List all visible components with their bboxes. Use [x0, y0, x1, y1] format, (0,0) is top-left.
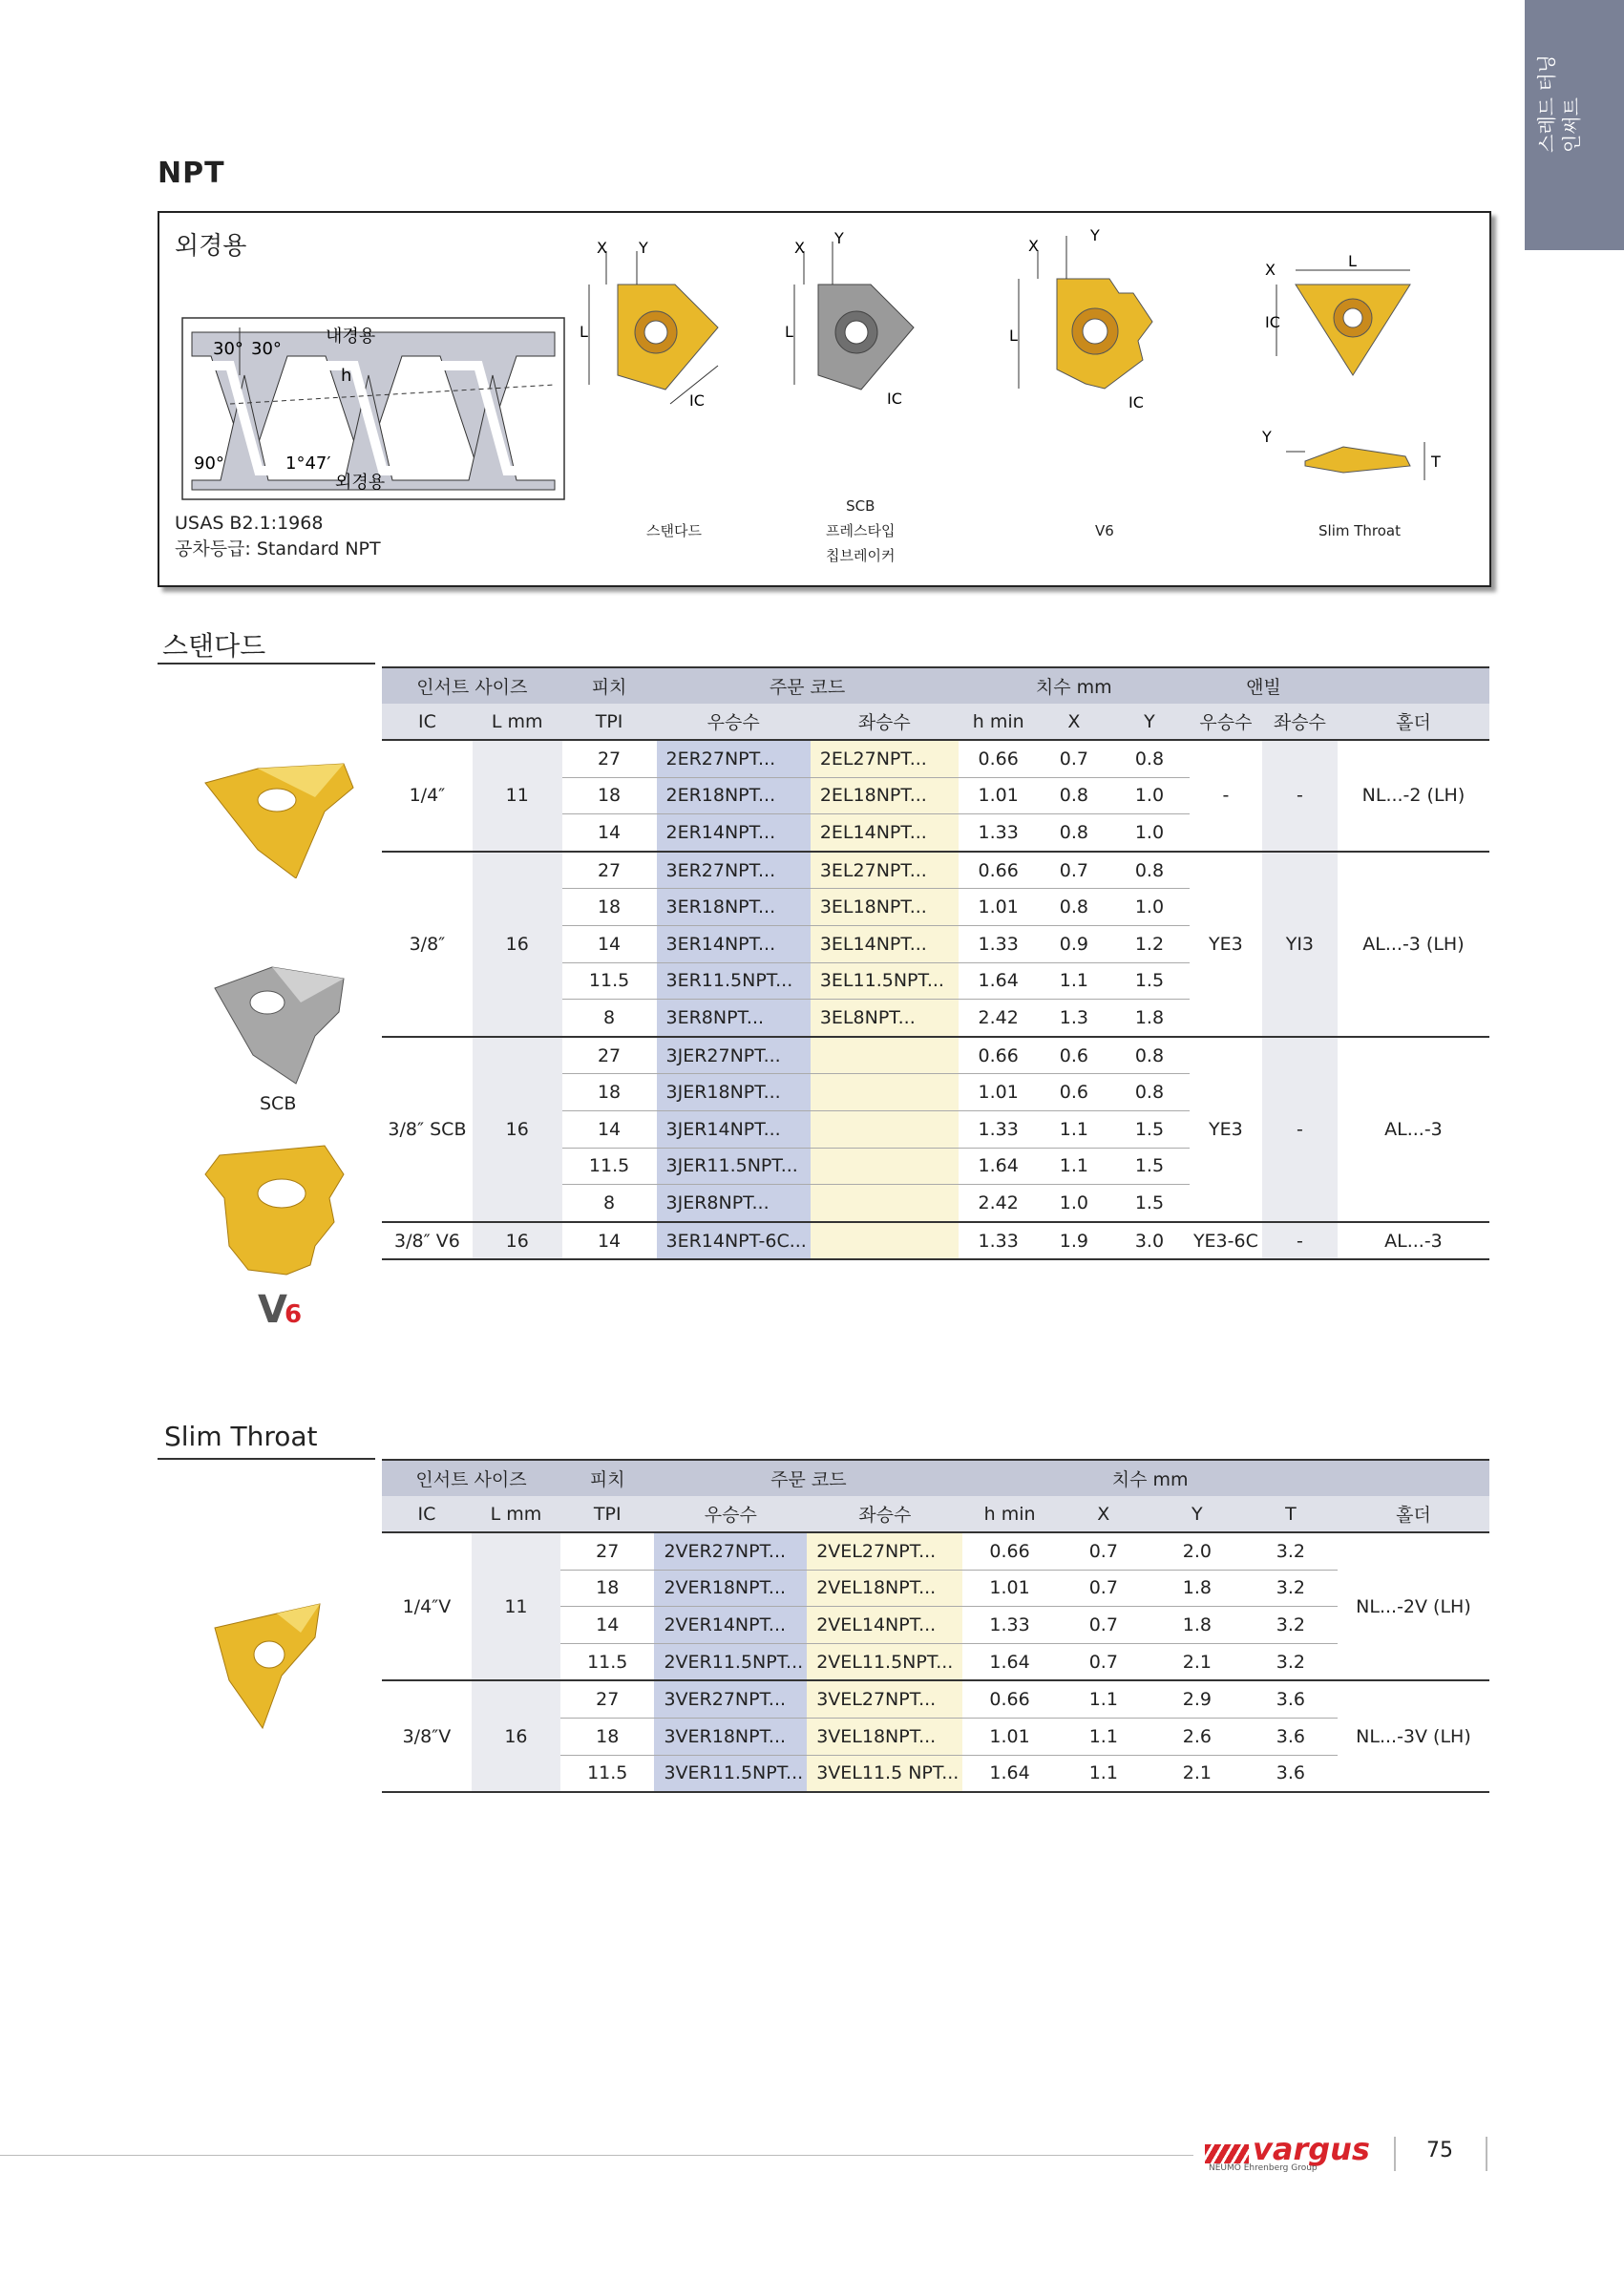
slim-h-t: T [1244, 1496, 1338, 1532]
angle-left-label: 30° [213, 339, 243, 359]
x-label-3: X [1028, 237, 1039, 255]
y-cell: 1.8 [1150, 1570, 1244, 1607]
table-row [382, 1532, 1489, 1570]
slim-h-lh: 좌승수 [807, 1496, 962, 1532]
anvil-rh-cell: YE3 [1190, 852, 1262, 1037]
h-cell: 2.42 [959, 1185, 1039, 1222]
std-h-x: X [1039, 704, 1109, 740]
x-cell: 0.7 [1057, 1643, 1150, 1680]
y-label-2: Y [834, 232, 844, 247]
internal-label: 내경용 [326, 327, 376, 347]
angle-right-label: 30° [251, 339, 282, 359]
holder-cell: NL...-3V (LH) [1338, 1680, 1489, 1792]
x-label-1: X [597, 242, 607, 257]
ic-cell: 3/8″ V6 [382, 1222, 473, 1260]
logo-subtext: NEUMO Ehrenberg Group [1209, 2163, 1318, 2173]
std-h-lh: 좌승수 [811, 704, 959, 740]
anvil-rh-cell: YE3 [1190, 1037, 1262, 1222]
x-cell: 1.0 [1039, 1185, 1109, 1222]
slim-h-y: Y [1150, 1496, 1244, 1532]
lh-code-cell [811, 1185, 959, 1222]
h-cell: 0.66 [959, 1037, 1039, 1074]
l-cell: 16 [473, 1222, 562, 1260]
scb-insert-diagram [780, 232, 952, 423]
logo-stripes-icon [1205, 2144, 1249, 2163]
t-cell: 3.2 [1244, 1643, 1338, 1680]
lh-code-cell: 2EL18NPT... [811, 777, 959, 814]
x-cell: 1.1 [1039, 1110, 1109, 1148]
lh-code-cell [811, 1074, 959, 1111]
h-cell: 1.33 [962, 1607, 1056, 1644]
v6-insert-diagram [1000, 226, 1191, 427]
slim-h-h: h min [962, 1496, 1056, 1532]
anvil-lh-cell: YI3 [1262, 852, 1338, 1037]
rh-code-cell: 2VER27NPT... [654, 1532, 807, 1570]
h-cell: 0.66 [959, 740, 1039, 777]
footer-rule [0, 2155, 1193, 2156]
std-h-anvil-lh: 좌승수 [1262, 704, 1338, 740]
rh-code-cell: 3JER14NPT... [657, 1110, 811, 1148]
rh-code-cell: 3ER14NPT... [657, 925, 811, 962]
standard-section-title: 스탠다드 [162, 630, 266, 662]
slim-h-dims: 치수 mm [962, 1460, 1338, 1496]
tpi-cell: 18 [562, 1074, 657, 1111]
t-cell: 3.2 [1244, 1570, 1338, 1607]
y-cell: 2.1 [1150, 1643, 1244, 1680]
l-label-3: L [1009, 327, 1018, 345]
tpi-cell: 14 [560, 1607, 654, 1644]
tpi-cell: 18 [562, 889, 657, 926]
standard-insert-diagram [580, 242, 751, 423]
lh-code-cell: 2VEL14NPT... [807, 1607, 962, 1644]
ic-cell: 3/8″ [382, 852, 473, 1037]
table-row [382, 1222, 1489, 1260]
ic-cell: 1/4″ [382, 740, 473, 852]
y-label-3: Y [1090, 226, 1100, 244]
tpi-cell: 27 [562, 1037, 657, 1074]
lh-code-cell [811, 1222, 959, 1260]
x-cell: 1.3 [1039, 1000, 1109, 1037]
ic-label-3: IC [1128, 393, 1144, 411]
holder-cell: AL...-3 (LH) [1338, 852, 1489, 1037]
h-label: h [341, 366, 352, 386]
footer-divider-2 [1486, 2137, 1487, 2171]
slim-h-ic: IC [382, 1496, 472, 1532]
y-cell: 1.5 [1109, 1148, 1190, 1185]
x-cell: 1.1 [1057, 1718, 1150, 1755]
rh-code-cell: 2ER14NPT... [657, 814, 811, 852]
lh-code-cell: 3EL18NPT... [811, 889, 959, 926]
std-h-tpi: TPI [562, 704, 657, 740]
std-h-anvil-rh: 우승수 [1190, 704, 1262, 740]
slim-section-title: Slim Throat [164, 1421, 318, 1452]
y-cell: 1.8 [1109, 1000, 1190, 1037]
l-label-2: L [785, 323, 793, 341]
t-cell: 3.2 [1244, 1532, 1338, 1570]
diagram-box [158, 211, 1491, 587]
tpi-cell: 14 [562, 1110, 657, 1148]
slim-title-rule [158, 1458, 375, 1460]
standard-title-rule [158, 663, 375, 664]
rh-code-cell: 3JER18NPT... [657, 1074, 811, 1111]
h-cell: 1.33 [959, 1110, 1039, 1148]
h-cell: 1.01 [959, 1074, 1039, 1111]
anvil-rh-cell: YE3-6C [1190, 1222, 1262, 1260]
std-h-holder: 홀더 [1338, 704, 1489, 740]
h-cell: 1.64 [962, 1643, 1056, 1680]
anvil-lh-cell: - [1262, 1222, 1338, 1260]
h-cell: 1.64 [959, 962, 1039, 1000]
x-cell: 0.7 [1039, 852, 1109, 889]
y-cell: 1.5 [1109, 1110, 1190, 1148]
x-cell: 0.7 [1057, 1570, 1150, 1607]
caption-scb-line1: SCB [846, 497, 875, 515]
h-cell: 0.66 [962, 1532, 1056, 1570]
lh-code-cell [811, 1110, 959, 1148]
y-cell: 1.5 [1109, 962, 1190, 1000]
page-number: 75 [1426, 2139, 1453, 2162]
holder-cell: NL...-2 (LH) [1338, 740, 1489, 852]
x-cell: 1.1 [1057, 1755, 1150, 1792]
table-row [382, 740, 1489, 777]
h-cell: 1.64 [959, 1148, 1039, 1185]
lh-code-cell: 2VEL27NPT... [807, 1532, 962, 1570]
table-row [382, 1680, 1489, 1718]
box-title: 외경용 [175, 232, 247, 261]
y-cell: 0.8 [1109, 1037, 1190, 1074]
h-cell: 1.33 [959, 925, 1039, 962]
lh-code-cell: 2EL27NPT... [811, 740, 959, 777]
lh-code-cell [811, 1148, 959, 1185]
lh-code-cell: 3EL27NPT... [811, 852, 959, 889]
t-cell: 3.6 [1244, 1718, 1338, 1755]
x-cell: 0.7 [1057, 1607, 1150, 1644]
lh-code-cell [811, 1037, 959, 1074]
vargus-logo [1205, 2131, 1370, 2173]
t-cell: 3.6 [1244, 1755, 1338, 1792]
h-cell: 2.42 [959, 1000, 1039, 1037]
slim-h-x: X [1057, 1496, 1150, 1532]
tpi-cell: 11.5 [560, 1755, 654, 1792]
y-cell: 2.1 [1150, 1755, 1244, 1792]
rh-code-cell: 3ER18NPT... [657, 889, 811, 926]
x-cell: 1.9 [1039, 1222, 1109, 1260]
y-cell: 1.2 [1109, 925, 1190, 962]
external-label: 외경용 [335, 473, 386, 493]
h-cell: 1.33 [959, 814, 1039, 852]
x-cell: 0.9 [1039, 925, 1109, 962]
x-cell: 1.1 [1039, 1148, 1109, 1185]
std-h-y: Y [1109, 704, 1190, 740]
footer-divider-1 [1394, 2137, 1396, 2171]
v6-logo-6: 6 [285, 1300, 303, 1329]
l-cell: 11 [472, 1532, 560, 1680]
std-h-h: h min [959, 704, 1039, 740]
x-cell: 0.7 [1039, 740, 1109, 777]
rh-code-cell: 3JER27NPT... [657, 1037, 811, 1074]
x-cell: 0.8 [1039, 814, 1109, 852]
y-label-1: Y [639, 242, 648, 257]
side-tab-line1: 스레드 터닝 [1535, 54, 1558, 153]
tpi-cell: 8 [562, 1000, 657, 1037]
caption-v6: V6 [1095, 522, 1114, 539]
h-cell: 1.33 [959, 1222, 1039, 1260]
x-cell: 1.1 [1039, 962, 1109, 1000]
tpi-cell: 14 [562, 814, 657, 852]
rh-code-cell: 3VER27NPT... [654, 1680, 807, 1718]
standard-spec: USAS B2.1:1968 [175, 513, 324, 534]
side-tab-text [1534, 0, 1611, 153]
tpi-cell: 14 [562, 1222, 657, 1260]
x-cell: 0.8 [1039, 777, 1109, 814]
h-cell: 1.01 [962, 1718, 1056, 1755]
v6-insert-image [200, 1141, 353, 1332]
tpi-cell: 18 [560, 1570, 654, 1607]
l-label-1: L [580, 323, 588, 341]
rh-code-cell: 2ER27NPT... [657, 740, 811, 777]
tpi-cell: 14 [562, 925, 657, 962]
ic-label-2: IC [887, 390, 902, 408]
l-cell: 16 [473, 1037, 562, 1222]
tpi-cell: 27 [562, 740, 657, 777]
lh-code-cell: 3VEL18NPT... [807, 1718, 962, 1755]
l-cell: 16 [473, 852, 562, 1037]
tpi-cell: 11.5 [562, 1148, 657, 1185]
h-cell: 1.64 [962, 1755, 1056, 1792]
thread-profile-diagram [173, 299, 574, 509]
side-tab [1525, 0, 1624, 250]
right-angle-label: 90° [194, 453, 224, 474]
slim-h-order-code: 주문 코드 [654, 1460, 962, 1496]
t-label-4: T [1431, 453, 1441, 471]
y-cell: 0.8 [1109, 1074, 1190, 1111]
lh-code-cell: 3EL11.5NPT... [811, 962, 959, 1000]
std-h-ic: IC [382, 704, 473, 740]
l-cell: 11 [473, 740, 562, 852]
table-row [382, 852, 1489, 889]
rh-code-cell: 2ER18NPT... [657, 777, 811, 814]
std-h-pitch: 피치 [562, 667, 657, 704]
slim-insert-diagram [1248, 251, 1458, 518]
ic-cell: 3/8″ SCB [382, 1037, 473, 1222]
lh-code-cell: 3EL14NPT... [811, 925, 959, 962]
taper-label: 1°47′ [285, 453, 331, 474]
side-tab-line2: 인써트 [1560, 97, 1583, 153]
caption-scb [826, 494, 895, 568]
holder-cell: NL...-2V (LH) [1338, 1532, 1489, 1680]
tpi-cell: 27 [560, 1680, 654, 1718]
rh-code-cell: 3ER14NPT-6C... [657, 1222, 811, 1260]
page-heading: NPT [158, 157, 225, 190]
standard-text [175, 511, 381, 562]
lh-code-cell: 3VEL27NPT... [807, 1680, 962, 1718]
rh-code-cell: 3VER11.5NPT... [654, 1755, 807, 1792]
rh-code-cell: 2VER11.5NPT... [654, 1643, 807, 1680]
y-label-4: Y [1262, 428, 1272, 446]
std-h-order-code: 주문 코드 [657, 667, 959, 704]
x-cell: 0.8 [1039, 889, 1109, 926]
h-cell: 1.01 [962, 1570, 1056, 1607]
y-cell: 0.8 [1109, 740, 1190, 777]
slim-h-blank [1338, 1460, 1489, 1496]
tpi-cell: 11.5 [560, 1643, 654, 1680]
y-cell: 1.8 [1150, 1607, 1244, 1644]
l-label-4: L [1348, 252, 1357, 270]
standard-table [382, 666, 1489, 1260]
v6-logo-v: V [258, 1288, 287, 1332]
y-cell: 1.0 [1109, 814, 1190, 852]
lh-code-cell: 3VEL11.5 NPT... [807, 1755, 962, 1792]
x-cell: 0.6 [1039, 1074, 1109, 1111]
anvil-lh-cell: - [1262, 1037, 1338, 1222]
x-label-2: X [794, 239, 805, 257]
tpi-cell: 27 [562, 852, 657, 889]
rh-code-cell: 3ER27NPT... [657, 852, 811, 889]
slim-h-insert-size: 인서트 사이즈 [382, 1460, 560, 1496]
rh-code-cell: 3ER11.5NPT... [657, 962, 811, 1000]
slim-insert-image [210, 1599, 329, 1733]
caption-slim: Slim Throat [1318, 522, 1401, 539]
slim-h-l: L mm [472, 1496, 560, 1532]
ic-label-4: IC [1265, 313, 1280, 331]
slim-h-pitch: 피치 [560, 1460, 654, 1496]
rh-code-cell: 2VER18NPT... [654, 1570, 807, 1607]
std-h-insert-size: 인서트 사이즈 [382, 667, 562, 704]
x-cell: 0.6 [1039, 1037, 1109, 1074]
ic-label-1: IC [689, 391, 705, 410]
rh-code-cell: 3JER8NPT... [657, 1185, 811, 1222]
holder-cell: AL...-3 [1338, 1037, 1489, 1222]
slim-h-rh: 우승수 [654, 1496, 807, 1532]
caption-standard: 스탠다드 [646, 522, 702, 539]
rh-code-cell: 3VER18NPT... [654, 1718, 807, 1755]
y-cell: 1.0 [1109, 777, 1190, 814]
y-cell: 2.6 [1150, 1718, 1244, 1755]
h-cell: 0.66 [959, 852, 1039, 889]
std-h-blank [1338, 667, 1489, 704]
y-cell: 1.5 [1109, 1185, 1190, 1222]
slim-h-holder: 홀더 [1338, 1496, 1489, 1532]
t-cell: 3.2 [1244, 1607, 1338, 1644]
tpi-cell: 18 [560, 1718, 654, 1755]
y-cell: 0.8 [1109, 852, 1190, 889]
y-cell: 3.0 [1109, 1222, 1190, 1260]
rh-code-cell: 2VER14NPT... [654, 1607, 807, 1644]
h-cell: 0.66 [962, 1680, 1056, 1718]
x-label-4: X [1265, 261, 1276, 279]
slim-table [382, 1459, 1489, 1793]
tpi-cell: 8 [562, 1185, 657, 1222]
rh-code-cell: 3ER8NPT... [657, 1000, 811, 1037]
ic-cell: 3/8″V [382, 1680, 472, 1792]
t-cell: 3.6 [1244, 1680, 1338, 1718]
standard-insert-image [200, 745, 358, 878]
tpi-cell: 18 [562, 777, 657, 814]
tpi-cell: 11.5 [562, 962, 657, 1000]
x-cell: 0.7 [1057, 1532, 1150, 1570]
slim-h-tpi: TPI [560, 1496, 654, 1532]
std-h-l: L mm [473, 704, 562, 740]
lh-code-cell: 2VEL11.5NPT... [807, 1643, 962, 1680]
lh-code-cell: 2VEL18NPT... [807, 1570, 962, 1607]
ic-cell: 1/4″V [382, 1532, 472, 1680]
l-cell: 16 [472, 1680, 560, 1792]
std-h-rh: 우승수 [657, 704, 811, 740]
anvil-rh-cell: - [1190, 740, 1262, 852]
caption-scb-line3: 칩브레이커 [826, 547, 896, 564]
tolerance-spec: 공차등급: Standard NPT [175, 538, 381, 559]
logo-text: vargus [1253, 2131, 1370, 2167]
y-cell: 1.0 [1109, 889, 1190, 926]
scb-insert-image [205, 960, 353, 1088]
holder-cell: AL...-3 [1338, 1222, 1489, 1260]
x-cell: 1.1 [1057, 1680, 1150, 1718]
tpi-cell: 27 [560, 1532, 654, 1570]
caption-scb-line2: 프레스타입 [826, 522, 896, 539]
std-h-dims: 치수 mm [959, 667, 1190, 704]
rh-code-cell: 3JER11.5NPT... [657, 1148, 811, 1185]
std-h-anvil: 앤빌 [1190, 667, 1338, 704]
y-cell: 2.0 [1150, 1532, 1244, 1570]
lh-code-cell: 2EL14NPT... [811, 814, 959, 852]
lh-code-cell: 3EL8NPT... [811, 1000, 959, 1037]
h-cell: 1.01 [959, 777, 1039, 814]
scb-image-label: SCB [260, 1093, 297, 1114]
h-cell: 1.01 [959, 889, 1039, 926]
anvil-lh-cell: - [1262, 740, 1338, 852]
y-cell: 2.9 [1150, 1680, 1244, 1718]
table-row [382, 1037, 1489, 1074]
